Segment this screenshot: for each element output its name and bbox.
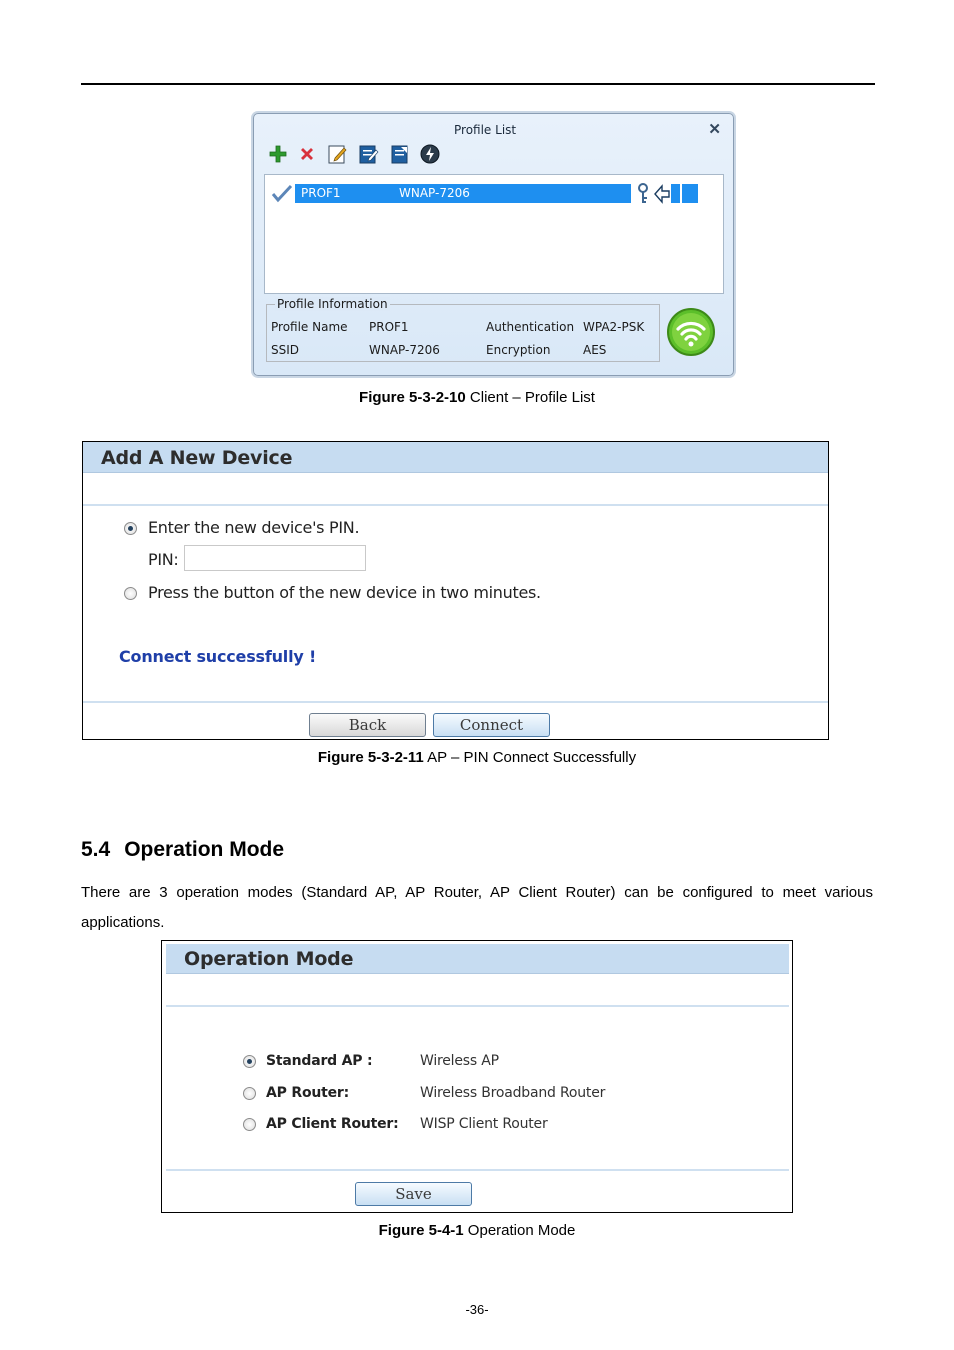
add-device-panel <box>82 441 829 740</box>
pin-option-radio[interactable] <box>124 522 137 535</box>
window-title: Profile List <box>454 123 517 137</box>
divider <box>166 1005 789 1007</box>
signal-arrow-icon <box>653 183 671 205</box>
ap-client-router-label: AP Client Router: <box>266 1116 399 1132</box>
profile-name-label: Profile Name <box>271 320 348 334</box>
save-button[interactable]: Save <box>355 1182 472 1206</box>
panel-title: Operation Mode <box>184 948 354 970</box>
document-export-icon <box>389 143 411 165</box>
profile-row[interactable] <box>269 183 697 205</box>
edit-icon <box>327 143 349 165</box>
section-title: Operation Mode <box>124 838 285 861</box>
connect-button[interactable]: Connect <box>433 713 550 737</box>
section-heading <box>81 838 284 862</box>
pin-option-label: Enter the new device's PIN. <box>148 518 360 537</box>
profile-information-legend: Profile Information <box>277 297 388 311</box>
section-paragraph: There are 3 operation modes (Standard AP, AP Router, AP Client Router) can be configured to meet various applications. <box>81 884 873 931</box>
back-button[interactable]: Back <box>309 713 426 737</box>
profile-information-box <box>266 297 660 362</box>
ssid-value: WNAP-7206 <box>369 343 440 357</box>
figure-number: Figure 5-3-2-10 <box>359 389 466 406</box>
push-button-option-radio[interactable] <box>124 587 137 600</box>
standard-ap-radio[interactable] <box>243 1055 256 1068</box>
ap-client-router-radio[interactable] <box>243 1118 256 1131</box>
profile-name-value: PROF1 <box>369 320 409 334</box>
page-number: -36- <box>465 1302 489 1317</box>
figure-caption-2 <box>0 749 954 766</box>
figure-number: Figure 5-3-2-11 <box>317 749 424 766</box>
push-button-option-label: Press the button of the new device in two minutes. <box>148 583 541 602</box>
figure-caption-3 <box>0 1222 954 1239</box>
pin-input[interactable] <box>184 545 366 571</box>
figure-caption-1 <box>0 389 954 406</box>
connect-icon <box>419 143 441 165</box>
figure-text: Client – Profile List <box>465 389 595 406</box>
row-marker <box>671 184 680 203</box>
document-edit-icon <box>358 143 380 165</box>
edit-profile-button[interactable] <box>326 142 350 166</box>
authentication-label: Authentication <box>486 320 575 334</box>
delete-x-icon <box>298 145 316 163</box>
panel-title: Add A New Device <box>101 447 293 469</box>
duplicate-profile-button[interactable] <box>357 142 381 166</box>
ap-client-router-description: WISP Client Router <box>420 1116 548 1132</box>
row-profile-name: PROF1 <box>301 186 341 200</box>
authentication-value: WPA2-PSK <box>583 320 645 334</box>
ap-router-label: AP Router: <box>266 1085 350 1101</box>
pin-label: PIN: <box>148 550 179 569</box>
header-rule <box>81 83 875 85</box>
ap-router-radio[interactable] <box>243 1087 256 1100</box>
row-marker-end <box>682 184 698 203</box>
encryption-label: Encryption <box>486 343 551 357</box>
wifi-status-icon <box>666 307 716 357</box>
close-button[interactable]: ✕ <box>708 121 721 138</box>
encryption-value: AES <box>583 343 607 357</box>
panel-header <box>166 944 789 974</box>
ssid-label: SSID <box>271 343 300 357</box>
profile-list <box>264 174 724 294</box>
delete-profile-button[interactable] <box>295 142 319 166</box>
figure-text: Operation Mode <box>463 1222 576 1239</box>
panel-header <box>83 442 828 473</box>
operation-mode-panel <box>161 940 793 1213</box>
divider <box>83 701 828 703</box>
standard-ap-label: Standard AP : <box>266 1053 373 1069</box>
connect-profile-button[interactable] <box>418 142 442 166</box>
key-icon <box>635 183 651 205</box>
divider <box>166 1169 789 1171</box>
row-ssid: WNAP-7206 <box>399 186 470 200</box>
figure-number: Figure 5-4-1 <box>378 1222 464 1239</box>
section-number: 5.4 <box>81 838 111 861</box>
add-profile-button[interactable] <box>266 142 290 166</box>
connect-status-message: Connect successfully ! <box>119 647 317 666</box>
divider <box>83 504 828 506</box>
plus-icon <box>268 144 288 164</box>
check-icon <box>271 184 293 204</box>
import-profile-button[interactable] <box>388 142 412 166</box>
standard-ap-description: Wireless AP <box>420 1053 499 1069</box>
figure-text: AP – PIN Connect Successfully <box>423 749 637 766</box>
ap-router-description: Wireless Broadband Router <box>420 1085 606 1101</box>
profile-list-window <box>253 113 734 376</box>
